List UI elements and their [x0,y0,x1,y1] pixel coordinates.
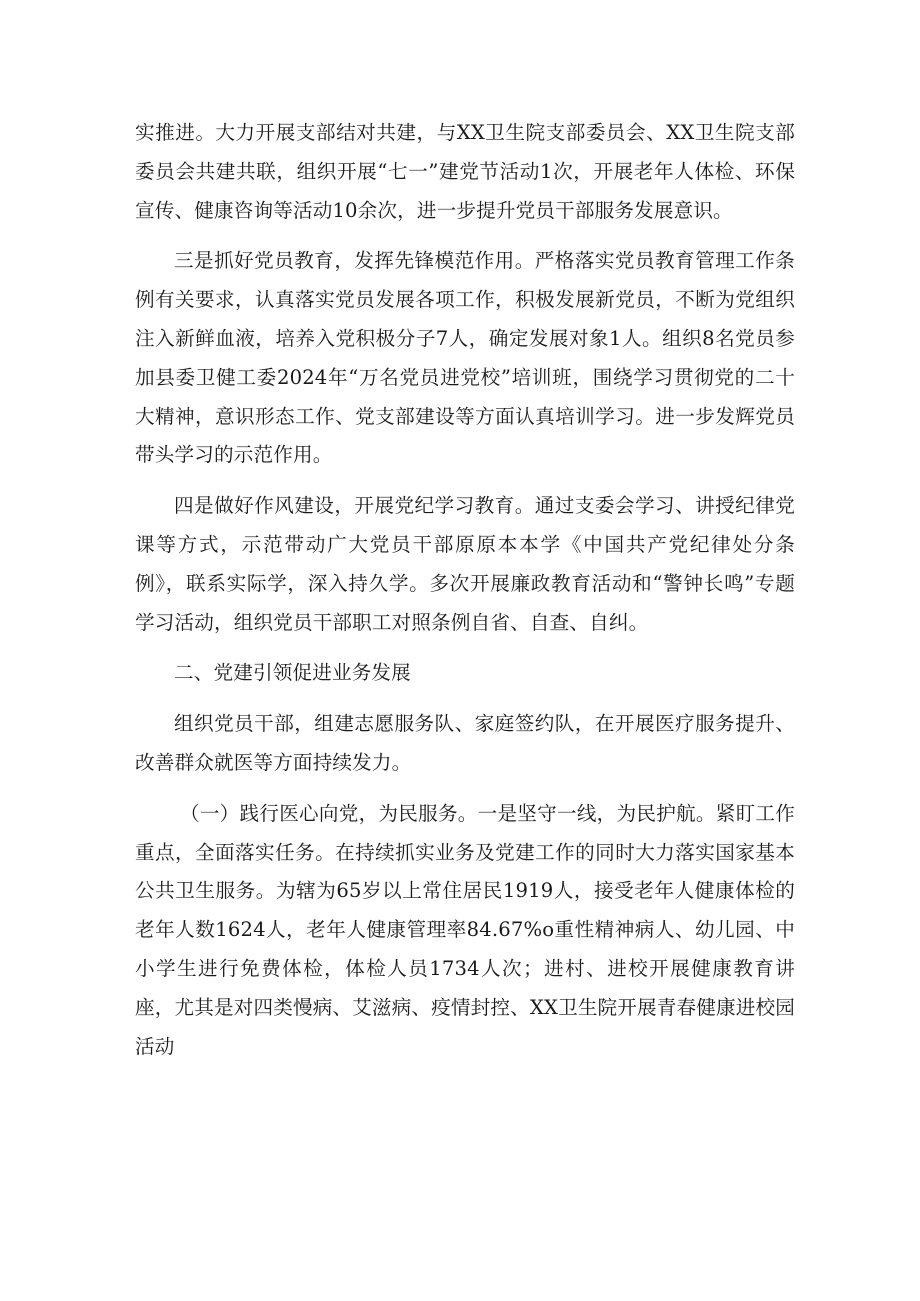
paragraph-party-education: 三是抓好党员教育，发挥先锋模范作用。严格落实党员教育管理工作条例有关要求，认真落实党员发展各项工作，积极发展新党员，不断为党组织注入新鲜血液，培养入党积极分子7人，确定发展对象1人。组织8名党员参加县委卫健工委2024年“万名党员进党校”培训班，围绕学习贯彻党的二十大精神，意识形态工作、党支部建设等方面认真培训学习。进一步发辉党员带头学习的示范作用。 [135,249,795,467]
paragraph-work-style: 四是做好作风建设，开展党纪学习教育。通过支委会学习、讲授纪律党课等方式，示范带动广大党员干部原原本本学《中国共产党纪律处分条例》，联系实际学，深入持久学。多次开展廉政教育活动和“警钟长鸣”专题学习活动，组织党员干部职工对照条例自省、自查、自纠。 [135,494,795,634]
document-body [135,114,795,1078]
section-heading: 二、党建引领促进业务发展 [174,661,411,685]
paragraph-continuation: 实推进。大力开展支部结对共建，与XX卫生院支部委员会、XX卫生院支部委员会共建共联，组织开展“七一”建党节活动1次，开展老年人体检、环保宣传、健康咨询等活动10余次，进一步提升党员干部服务发展意识。 [135,121,795,222]
paragraph-volunteer-teams: 组织党员干部，组建志愿服务队、家庭签约队，在开展医疗服务提升、改善群众就医等方面持续发力。 [135,712,795,774]
paragraph-medical-service: （一）践行医心向党，为民服务。一是坚守一线，为民护航。紧盯工作重点，全面落实任务。在持续抓实业务及党建工作的同时大力落实国家基本公共卫生服务。为辖为65岁以上常住居民1919人，接受老年人健康体检的老年人数1624人，老年人健康管理率84.67%o重性精神病人、幼儿园、中小学生进行免费体检，体检人员1734人次；进村、进校开展健康教育讲座，尤其是对四类慢病、艾滋病、疫情封控、XX卫生院开展青春健康进校园活动 [135,801,795,1058]
